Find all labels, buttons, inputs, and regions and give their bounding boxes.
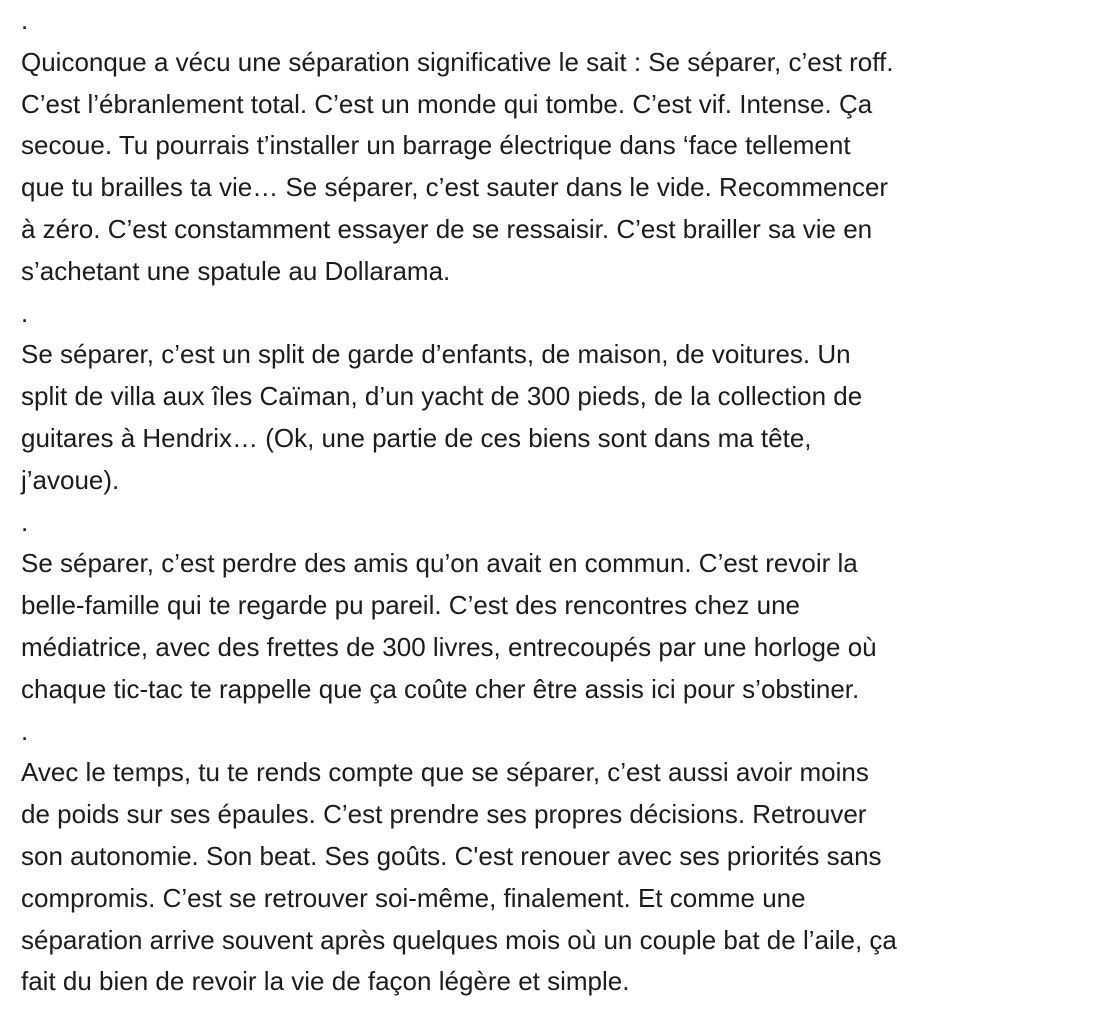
text-line: Se séparer, c’est un split de garde d’enfants, de maison, de voitures. Un	[21, 339, 851, 370]
text-line: son autonomie. Son beat. Ses goûts. C'est renouer avec ses priorités sans	[21, 840, 882, 871]
separator-dot: .	[21, 506, 29, 537]
separator-dot: .	[21, 715, 29, 746]
text-line: split de villa aux îles Caïman, d’un yacht de 300 pieds, de la collection de	[21, 381, 863, 412]
paragraph-1	[21, 42, 1081, 293]
text-line: secoue. Tu pourrais t’installer un barrage électrique dans ‘face tellement	[21, 130, 851, 161]
text-line: séparation arrive souvent après quelques mois où un couple bat de l’aile, ça	[21, 924, 897, 955]
text-line: s’achetant une spatule au Dollarama.	[21, 255, 451, 286]
text-line: à zéro. C’est constamment essayer de se ressaisir. C’est brailler sa vie en	[21, 213, 873, 244]
text-line: compromis. C’est se retrouver soi-même, finalement. Et comme une	[21, 882, 806, 913]
separator-dot: .	[21, 5, 29, 35]
paragraph-2	[21, 334, 1081, 501]
text-line: j’avoue).	[21, 464, 120, 495]
text-line: belle-famille qui te regarde pu pareil. C’est des rencontres chez une	[21, 590, 800, 621]
text-line: que tu brailles ta vie… Se séparer, c’est sauter dans le vide. Recommencer	[21, 172, 889, 203]
text-line: médiatrice, avec des frettes de 300 livres, entrecoupés par une horloge où	[21, 631, 877, 662]
text-line: C’est l’ébranlement total. C’est un monde qui tombe. C’est vif. Intense. Ça	[21, 88, 873, 119]
text-line: de poids sur ses épaules. C’est prendre ses propres décisions. Retrouver	[21, 799, 867, 830]
text-line: Quiconque a vécu une séparation significative le sait : Se séparer, c’est roff.	[21, 46, 894, 77]
separator-dot: .	[21, 297, 29, 328]
paragraph-4	[21, 752, 1081, 1003]
text-line: Se séparer, c’est perdre des amis qu’on avait en commun. C’est revoir la	[21, 548, 858, 579]
text-line: chaque tic-tac te rappelle que ça coûte cher être assis ici pour s’obstiner.	[21, 673, 860, 704]
text-line: fait du bien de revoir la vie de façon légère et simple.	[21, 966, 630, 997]
text-line: guitares à Hendrix… (Ok, une partie de ces biens sont dans ma tête,	[21, 422, 812, 453]
text-line: Avec le temps, tu te rends compte que se séparer, c’est aussi avoir moins	[21, 757, 869, 788]
post-body	[21, 0, 1081, 1003]
paragraph-3	[21, 543, 1081, 710]
